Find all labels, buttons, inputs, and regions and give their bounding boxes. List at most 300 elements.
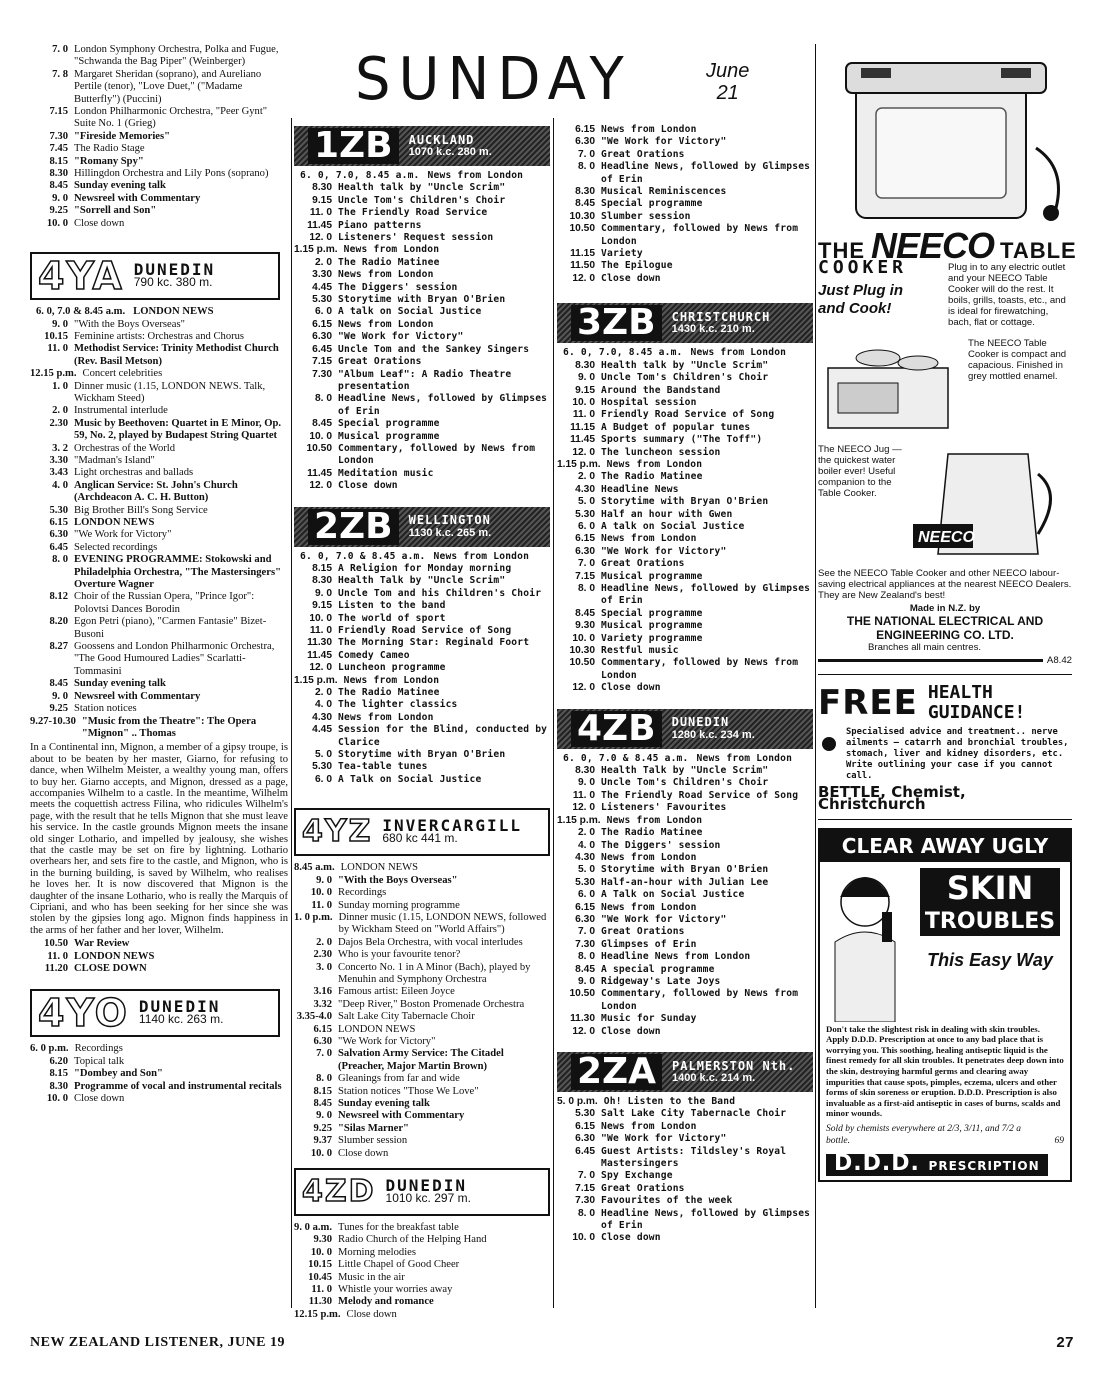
programme-row: [30, 455, 288, 467]
programme-title: A special programme: [601, 963, 715, 975]
programme-row: [294, 182, 550, 194]
programme-row: [294, 575, 550, 587]
programme-row: [30, 319, 288, 331]
programme-time: 1.15 p.m.: [294, 674, 338, 686]
programme-title: The Morning Star: Reginald Foort: [338, 637, 530, 649]
programme-row: [294, 294, 550, 306]
programme-time: 9.30: [575, 620, 595, 632]
programme-title: Commentary, followed by News from London: [601, 657, 799, 681]
bullet-dot: [822, 737, 836, 751]
programme-time: 11. 0: [47, 343, 68, 355]
programme-row: [557, 558, 813, 570]
programme-row: [30, 218, 288, 230]
neeco-made-in: Made in N.Z. by: [909, 602, 981, 614]
programme-time: 1. 0 p.m.: [294, 911, 333, 923]
programme-time: 2. 0: [315, 687, 332, 699]
programme-time: 6.20: [49, 1055, 68, 1067]
programme-row: [557, 1096, 813, 1108]
cooker-open-illustration: [818, 338, 968, 438]
programme-time: 8.30: [49, 168, 68, 180]
programme-time: 2. 0: [578, 827, 595, 839]
programme-title: The Diggers' session: [338, 281, 458, 293]
programme-row: [294, 431, 550, 443]
programme-time: 10.50: [569, 223, 595, 235]
programme-time: 12. 0: [572, 682, 595, 694]
programme-title: Musical Reminiscences: [601, 186, 727, 198]
station-city: DUNEDIN: [385, 1175, 467, 1195]
programme-time: 1.15 p.m.: [294, 244, 338, 256]
programme-title: Comedy Cameo: [338, 649, 410, 661]
programme-title: Health Talk by "Uncle Scrim": [601, 765, 769, 777]
ddd-brand: [826, 1150, 1048, 1176]
programme-title: Slumber session: [601, 210, 691, 222]
programme-row: [557, 802, 813, 814]
programme-title: News from London: [338, 269, 434, 281]
programme-time: 6.45: [575, 1145, 595, 1157]
programme-row: [557, 1121, 813, 1133]
programme-time: 8.45: [312, 418, 332, 430]
programme-row: [557, 840, 813, 852]
programme-row: [294, 1247, 550, 1259]
neeco-ad: [818, 44, 1077, 666]
programme-time: 11.45: [570, 434, 595, 446]
programme-title: Orchestras of the World: [74, 442, 176, 454]
programme-title: News from London: [601, 851, 697, 863]
programme-title: Headline News: [601, 483, 679, 495]
programme-row: [557, 459, 813, 471]
page-footer: [30, 1333, 1074, 1351]
programme-time: 8.30: [575, 186, 595, 198]
programme-title: A talk on Social Justice: [338, 306, 482, 318]
programme-title: Goossens and London Philharmonic Orchestra, "The Good Humoured Ladies" Scarlatti-Tommasini: [74, 641, 275, 677]
programme-time: 8.45: [49, 678, 68, 690]
programme-row: [557, 827, 813, 839]
programme-time: 2. 0: [52, 405, 68, 417]
programme-title: Great Orations: [601, 926, 685, 938]
programme-title: "We Work for Victory": [338, 331, 464, 343]
programme-time: 7. 0: [578, 926, 595, 938]
programme-time: 10. 0: [309, 612, 332, 624]
programme-time: 8.30: [312, 575, 332, 587]
programme-title: LONDON NEWS: [340, 862, 418, 874]
programme-title: The Friendly Road Service of Song: [601, 789, 799, 801]
date-month: June: [706, 60, 750, 82]
programme-title: Slumber session: [338, 1135, 408, 1147]
programme-row: [557, 877, 813, 889]
programme-time: 7.30: [575, 1195, 595, 1207]
programme-time: 3. 2: [52, 442, 68, 454]
programme-time: 8.15: [49, 155, 68, 167]
programme-row: [294, 986, 550, 998]
programme-time: 1. 0: [52, 380, 68, 392]
programme-row: [30, 368, 288, 380]
programme-row: [557, 161, 813, 186]
programme-time: 7.45: [49, 143, 68, 155]
programme-row: [294, 662, 550, 674]
page-date: [706, 60, 749, 104]
programme-row: [557, 1232, 813, 1244]
programme-title: A talk on Social Justice: [601, 520, 745, 532]
programme-title: Salt Lake City Tabernacle Choir: [601, 1108, 787, 1120]
programme-row: [557, 988, 813, 1013]
programme-title: Famous artist: Eileen Joyce: [338, 986, 455, 998]
programme-title: LONDON NEWS: [338, 1023, 416, 1035]
neeco-jug-illustration: [908, 444, 1068, 564]
ddd-line2: SKIN: [920, 868, 1060, 908]
programme-time: 8.15: [313, 1085, 332, 1097]
programme-title: Station notices "Those We Love": [338, 1085, 479, 1097]
woman-illustration: [820, 862, 910, 1022]
programme-title: Newsreel with Commentary: [74, 690, 201, 702]
programme-title: Egon Petri (piano), "Carmen Fantasie" Bizet-Busoni: [74, 616, 267, 640]
programme-row: [294, 1222, 550, 1234]
column-divider: [553, 118, 554, 1308]
programme-time: 10.15: [308, 1259, 332, 1271]
station-freq: 790 kc. 380 m.: [133, 275, 213, 290]
programme-time: 2. 0: [315, 256, 332, 268]
programme-title: Commentary, followed by News from London: [338, 442, 536, 467]
programme-title: Topical talk: [74, 1055, 125, 1067]
programme-time: 4.30: [575, 851, 595, 863]
programme-row: [30, 691, 288, 703]
programme-time: 11.50: [570, 260, 595, 272]
programme-time: 7.15: [575, 570, 595, 582]
bettle-body: Specialised advice and treatment.. nerve ailments — catarrh and bronchial troubles, stomach, liver and kidney disorders, etc. Write outlining your case if you cannot call.: [846, 726, 1069, 781]
programme-title: LONDON NEWS: [74, 517, 155, 528]
programme-title: "We Work for Victory": [74, 529, 172, 541]
programme-row: [294, 480, 550, 492]
programme-time: 6.30: [313, 1035, 332, 1047]
programme-title: Little Chapel of Good Cheer: [338, 1259, 460, 1271]
programme-title: Listen to the band: [338, 600, 446, 612]
column-3: [557, 124, 813, 1245]
programme-time: 2.30: [49, 417, 68, 429]
programme-time: 6.30: [575, 913, 595, 925]
ddd-ad: [818, 828, 1072, 1183]
programme-row: [557, 422, 813, 434]
programme-row: [30, 1043, 288, 1055]
programme-time: 7. 0: [578, 1170, 595, 1182]
programme-row: [557, 1146, 813, 1171]
ddd-prescription: PRESCRIPTION: [928, 1158, 1040, 1173]
station-freq: 1280 k.c. 234 m.: [671, 728, 755, 741]
programme-time: 11.30: [307, 637, 332, 649]
programme-row: [294, 1036, 550, 1048]
programme-time: 10.30: [569, 645, 595, 657]
programme-row: [557, 533, 813, 545]
programme-title: Half-an-hour with Julian Lee: [601, 876, 769, 888]
programme-time: 5.30: [312, 294, 332, 306]
programme-row: [294, 170, 550, 182]
programme-title: Salt Lake City Tabernacle Choir: [338, 1011, 475, 1023]
programme-time: 8.30: [312, 182, 332, 194]
programme-time: 5.30: [312, 761, 332, 773]
programme-title: London Philharmonic Orchestra, "Peer Gynt" Suite No. 1 (Grieg): [74, 106, 268, 130]
programme-time: 6. 0: [315, 306, 332, 318]
programme-row: [557, 223, 813, 248]
programme-row: [294, 675, 550, 687]
programme-row: [30, 156, 288, 168]
programme-time: 6. 0: [578, 520, 595, 532]
programme-time: 8.15: [49, 1068, 68, 1080]
programme-row: [557, 889, 813, 901]
station-header-4ya: [30, 252, 280, 300]
programme-row: [30, 716, 288, 741]
station-header-4yz: [294, 808, 550, 856]
programme-row: [294, 774, 550, 786]
programme-row: [294, 1048, 550, 1073]
station-freq: 1430 k.c. 210 m.: [671, 323, 755, 336]
programme-title: Favourites of the week: [601, 1195, 733, 1207]
programme-time: 7. 0: [316, 1048, 332, 1060]
programme-time: 7. 8: [52, 68, 68, 80]
programme-title: Close down: [601, 272, 661, 284]
programme-row: [30, 331, 288, 343]
programme-row: [30, 69, 288, 106]
programme-time: 8.45: [575, 963, 595, 975]
programme-title: "Madman's Island": [74, 454, 155, 466]
programme-time: 6.15: [575, 901, 595, 913]
programme-row: [557, 124, 813, 136]
programme-time: 9. 0 a.m.: [294, 1222, 332, 1234]
programme-row: [30, 554, 288, 591]
programme-title: Headline News from London: [601, 951, 751, 963]
programme-row: [557, 1170, 813, 1182]
programme-row: [30, 205, 288, 217]
station-banner-1zb: [294, 126, 550, 166]
programme-time: 5.30: [575, 1108, 595, 1120]
programme-row: [294, 443, 550, 468]
programme-row: [557, 211, 813, 223]
programme-row: [30, 938, 288, 950]
programme-title: Special programme: [601, 607, 703, 619]
programme-row: [294, 1024, 550, 1036]
ddd-brand-text: D.D.D.: [834, 1150, 920, 1176]
programme-time: 2. 0: [316, 936, 332, 948]
programme-time: 7.15: [575, 1182, 595, 1194]
programme-time: 1.15 p.m.: [557, 814, 601, 826]
programme-time: 9.30: [313, 1234, 332, 1246]
station-header-4zd: [294, 1168, 550, 1216]
programme-row: [294, 331, 550, 343]
programme-row: [30, 517, 288, 529]
programme-row: [294, 563, 550, 575]
programme-row: [557, 360, 813, 372]
programme-row: [294, 912, 550, 937]
programme-time: 8. 0: [315, 393, 332, 405]
programme-title: News from London: [343, 244, 440, 256]
programme-row: [294, 393, 550, 418]
programme-time: 4. 0: [578, 839, 595, 851]
programme-time: 9. 0: [316, 874, 332, 886]
programme-time: 7.15: [312, 356, 332, 368]
programme-title: News from London: [338, 711, 434, 723]
programme-time: 7.30: [575, 938, 595, 950]
programme-time: 11. 0: [309, 625, 332, 636]
station-banner-2zb: [294, 507, 550, 547]
programme-time: 8.20: [49, 616, 68, 628]
programme-time: 6. 0, 7.0 & 8.45 a.m.: [563, 752, 689, 764]
programme-time: 10. 0: [46, 1093, 68, 1105]
programme-row: [30, 106, 288, 131]
programme-row: [294, 687, 550, 699]
station-logo: 4ZB: [571, 711, 662, 747]
neeco-company: THE NATIONAL ELECTRICAL AND ENGINEERING CO. LTD.: [846, 613, 1044, 642]
programme-row: [30, 1056, 288, 1068]
programme-row: [294, 949, 550, 961]
neeco-ad-code: A8.42: [1046, 654, 1072, 666]
programme-row: [294, 1135, 550, 1147]
station-city: DUNEDIN: [671, 715, 730, 730]
programme-title: News from London: [696, 752, 793, 764]
neeco-cooker: COOKER: [818, 256, 908, 278]
programme-title: "We Work for Victory": [601, 136, 727, 148]
station-logo: 1ZB: [308, 128, 399, 164]
neeco-table: TABLE: [1000, 238, 1077, 264]
ddd-sold: Sold by chemists everywhere at 2/3, 3/11, and 7/2 a bottle.: [826, 1123, 1021, 1147]
programme-title: Commentary, followed by News from London: [601, 223, 799, 247]
programme-row: [30, 529, 288, 541]
programme-title: Storytime with Bryan O'Brien: [601, 496, 769, 508]
programme-time: 11. 0: [572, 409, 595, 421]
programme-time: 10. 0: [572, 1232, 595, 1244]
programme-row: [294, 319, 550, 331]
programme-time: 10. 0: [310, 1147, 332, 1159]
programme-time: 3.30: [312, 269, 332, 281]
programme-title: Instrumental interlude: [74, 405, 168, 417]
programme-time: 11.45: [307, 467, 332, 479]
programme-title: Uncle Tom's Children's Choir: [601, 777, 769, 789]
programme-row: [294, 625, 550, 637]
programme-row: [294, 1234, 550, 1246]
programme-row: [557, 273, 813, 285]
programme-time: 8.45: [575, 198, 595, 210]
station-freq: 1140 kc. 263 m.: [138, 1012, 224, 1027]
programme-row: [557, 964, 813, 976]
programme-title: Storytime with Bryan O'Brien: [338, 749, 506, 761]
programme-row: [294, 418, 550, 430]
programme-time: 8. 0: [316, 1073, 332, 1085]
programme-row: [294, 588, 550, 600]
programme-time: 10. 0: [310, 887, 332, 899]
programme-title: Margaret Sheridan (soprano), and Aureliano Pertile (tenor), "Love Duet," ("Madame Butterfly") (Puccini): [74, 68, 262, 105]
programme-title: News from London: [606, 814, 703, 826]
programme-row: [557, 496, 813, 508]
programme-row: [294, 468, 550, 480]
programme-time: 11. 0: [47, 950, 68, 962]
programme-row: [557, 1208, 813, 1233]
programme-row: [557, 484, 813, 496]
programme-title: Uncle Tom's Children's Choir: [338, 194, 506, 206]
station-logo: 4YZ: [302, 814, 373, 850]
programme-title: The Epilogue: [601, 260, 673, 272]
programme-time: 10.45: [308, 1271, 332, 1283]
neeco-branches: Branches all main centres.: [868, 641, 982, 653]
station-city: PALMERSTON Nth.: [672, 1058, 796, 1073]
programme-time: 6.15: [312, 318, 332, 330]
programme-row: [30, 180, 288, 192]
programme-time: 6. 0: [315, 773, 332, 785]
programme-title: "We Work for Victory": [601, 913, 727, 925]
programme-title: London Symphony Orchestra, Polka and Fugue, "Schwanda the Bag Piper" (Weinberger): [74, 44, 279, 68]
programme-row: [557, 864, 813, 876]
programme-title: "With the Boys Overseas": [74, 318, 185, 330]
programme-row: [294, 600, 550, 612]
programme-row: [557, 902, 813, 914]
programme-title: Commentary, followed by News from London: [601, 988, 799, 1012]
programme-title: Headline News, followed by Glimpses of Erin: [601, 161, 811, 185]
programme-row: [294, 1098, 550, 1110]
programme-time: 9. 0: [52, 192, 68, 204]
programme-time: 8. 0: [52, 554, 68, 566]
programme-row: [294, 650, 550, 662]
programme-time: 11. 0: [311, 899, 332, 911]
programme-time: 4. 0: [52, 479, 68, 491]
programme-title: Meditation music: [338, 467, 434, 479]
programme-title: Health talk by "Uncle Scrim": [601, 359, 769, 371]
programme-title: News from London: [690, 347, 787, 359]
programme-title: Close down: [346, 1308, 397, 1320]
programme-title: News from London: [601, 533, 697, 545]
programme-title: Around the Bandstand: [601, 384, 721, 396]
programme-time: 12. 0: [572, 802, 595, 814]
station-banner-3zb: [557, 303, 813, 343]
neeco-badge: NEECO: [918, 528, 975, 546]
programme-time: 6.30: [312, 331, 332, 343]
programme-title: Melody and romance: [338, 1296, 434, 1308]
programme-title: LONDON NEWS: [74, 950, 155, 962]
programme-row: [294, 761, 550, 773]
programme-row: [557, 571, 813, 583]
programme-title: Morning melodies: [338, 1246, 416, 1258]
ddd-line1: CLEAR AWAY UGLY: [841, 833, 1049, 858]
programme-time: 11.15: [570, 248, 595, 260]
programme-title: Uncle Tom and his Children's Choir: [338, 587, 542, 599]
programme-time: 10. 0: [310, 1246, 332, 1258]
programme-row: [30, 703, 288, 715]
programme-row: [557, 765, 813, 777]
programme-title: Musical programme: [338, 430, 440, 442]
programme-time: 3.30: [49, 454, 68, 466]
programme-row: [30, 143, 288, 155]
programme-row: [557, 521, 813, 533]
programme-row: [294, 195, 550, 207]
programme-time: 6.15: [575, 533, 595, 545]
programme-time: 8. 0: [578, 951, 595, 963]
programme-row: [294, 551, 550, 563]
programme-time: 11.30: [308, 1296, 332, 1308]
neeco-compact-text: The NEECO Table Cooker is compact and capacious. Finished in grey mottled enamel.: [968, 337, 1067, 382]
programme-title: A Religion for Monday morning: [338, 562, 512, 574]
programme-time: 8.45: [313, 1098, 332, 1109]
programme-time: 4. 0: [315, 699, 332, 711]
programme-row: [30, 443, 288, 455]
programme-title: The Diggers' session: [601, 839, 721, 851]
programme-time: 5.30: [575, 876, 595, 888]
programme-time: 8.30: [575, 359, 595, 371]
programme-row: [557, 608, 813, 620]
programme-title: Restful music: [601, 645, 679, 657]
programme-row: [294, 962, 550, 987]
station-freq: 1070 k.c. 280 m.: [408, 146, 492, 158]
programme-title: "With the Boys Overseas": [338, 874, 458, 886]
programme-row: [557, 372, 813, 384]
programme-row: [294, 613, 550, 625]
station-city: DUNEDIN: [133, 259, 216, 279]
programme-title: "Music from the Theatre": The Opera "Mignon" .. Thomas: [81, 715, 257, 739]
programme-time: 10. 0: [309, 430, 332, 442]
programme-title: Sunday evening talk: [338, 1098, 430, 1109]
